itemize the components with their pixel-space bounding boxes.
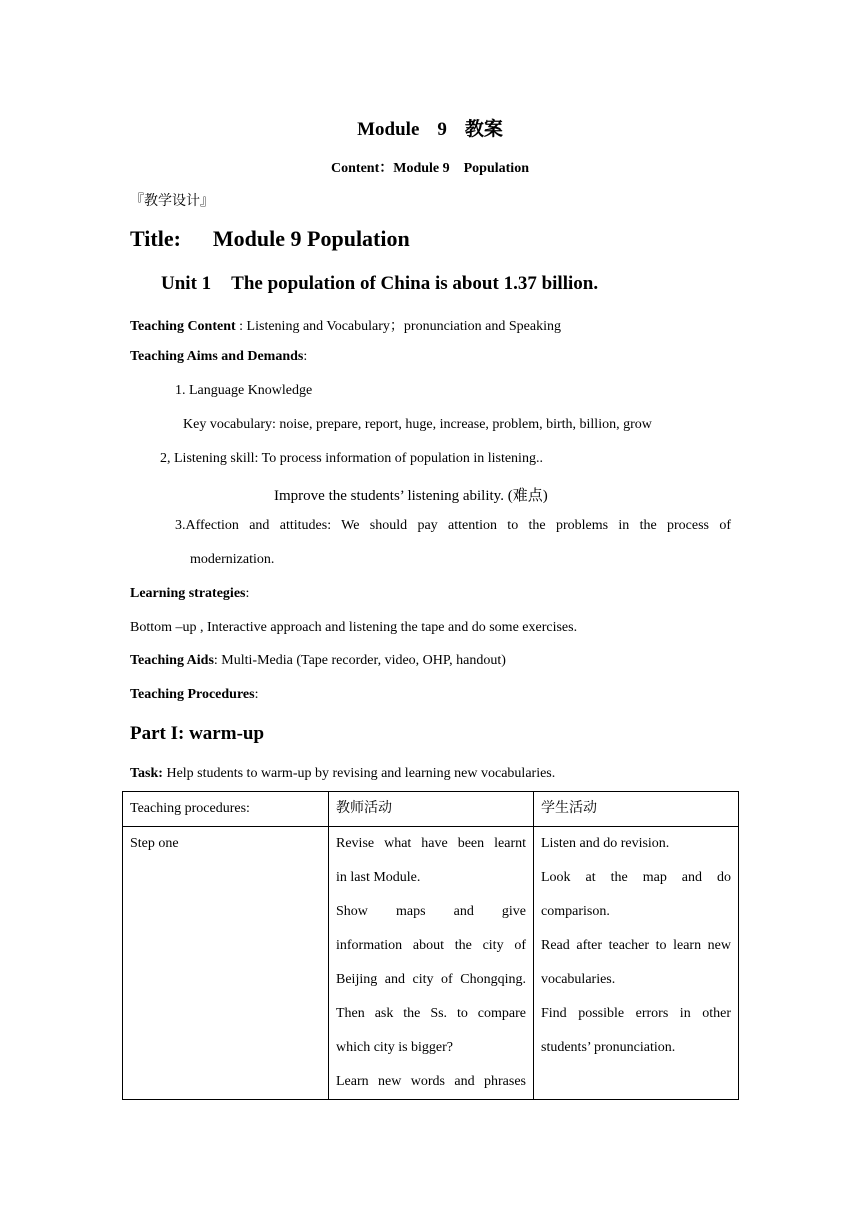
student-line: Find possible errors in other <box>541 1006 731 1021</box>
student-line: Listen and do revision. <box>541 836 670 851</box>
table-header-teacher: 教师活动 <box>329 792 534 827</box>
table-header-student: 学生活动 <box>534 792 739 827</box>
teaching-content-text: : Listening and Vocabulary；pronunciation and Speaking <box>235 319 561 334</box>
strategies-heading <box>130 586 249 602</box>
student-line: Read after teacher to learn new <box>541 938 731 953</box>
task-text: Help students to warm-up by revising and learning new vocabularies. <box>162 766 556 781</box>
content-line: Content：Module 9 Population <box>331 161 529 176</box>
step-cell <box>123 827 329 1100</box>
unit-label: Unit 1 <box>161 273 212 294</box>
lesson-title-label: Title: <box>130 226 181 251</box>
aim-item-2-detail: Improve the students’ listening ability. (难点) <box>274 488 548 504</box>
teacher-line: Learn new words and phrases <box>336 1074 526 1089</box>
aims-colon: : <box>303 349 308 364</box>
document-title <box>0 114 860 141</box>
procedures-colon: : <box>254 687 259 702</box>
student-activity-cell <box>534 827 739 1100</box>
procedures-label: Teaching Procedures <box>130 687 255 702</box>
lesson-title-text: Module 9 Population <box>212 226 410 251</box>
title-chinese: 教案 <box>464 119 503 140</box>
aim-item-2: 2, Listening skill: To process information of population in listening.. <box>160 451 543 466</box>
unit-heading <box>161 273 598 295</box>
strategies-label: Learning strategies <box>130 586 246 601</box>
teacher-line: Then ask the Ss. to compare <box>336 1006 526 1021</box>
section-label: 『教学设计』 <box>130 194 214 209</box>
part-heading: Part I: warm-up <box>130 723 265 744</box>
task-line <box>130 766 555 782</box>
strategies-text: Bottom –up , Interactive approach and listening the tape and do some exercises. <box>130 620 578 635</box>
teaching-content-label: Teaching Content <box>130 319 236 334</box>
teacher-line: in last Module. <box>336 870 421 885</box>
procedures-table <box>122 791 739 1100</box>
lesson-title <box>130 226 410 252</box>
unit-text: The population of China is about 1.37 billion. <box>231 273 599 294</box>
teaching-aids-text: : Multi-Media (Tape recorder, video, OHP, handout) <box>213 653 506 668</box>
student-line: vocabularies. <box>541 972 616 987</box>
table-row <box>123 827 739 1100</box>
teacher-line: Beijing and city of Chongqing. <box>336 972 526 987</box>
teaching-aids <box>130 653 506 669</box>
teacher-line: which city is bigger? <box>336 1040 454 1055</box>
aim-item-1: 1. Language Knowledge <box>175 383 313 398</box>
student-line: comparison. <box>541 904 610 919</box>
table-header-row <box>123 792 739 827</box>
step-label: Step one <box>130 836 179 851</box>
title-number: 9 <box>437 119 447 140</box>
teaching-aids-label: Teaching Aids <box>130 653 214 668</box>
student-line: Look at the map and do <box>541 870 731 885</box>
procedures-heading <box>130 687 258 703</box>
title-word: Module <box>357 119 420 140</box>
aims-label: Teaching Aims and Demands <box>130 349 304 364</box>
student-line: students’ pronunciation. <box>541 1040 676 1055</box>
aim-item-3-line-2: modernization. <box>190 552 275 567</box>
teaching-content <box>130 315 561 335</box>
aims-heading <box>130 349 307 365</box>
table-header-procedures: Teaching procedures: <box>123 792 329 827</box>
aim-item-1-detail: Key vocabulary: noise, prepare, report, huge, increase, problem, birth, billion, grow <box>183 417 652 432</box>
teacher-line: information about the city of <box>336 938 526 953</box>
aim-item-3-line-1: 3.Affection and attitudes: We should pay attention to the problems in the process of <box>175 518 731 533</box>
teacher-line: Revise what have been learnt <box>336 836 526 851</box>
teacher-activity-cell <box>329 827 534 1100</box>
task-label: Task: <box>130 766 163 781</box>
strategies-colon: : <box>245 586 250 601</box>
teacher-line: Show maps and give <box>336 904 526 919</box>
